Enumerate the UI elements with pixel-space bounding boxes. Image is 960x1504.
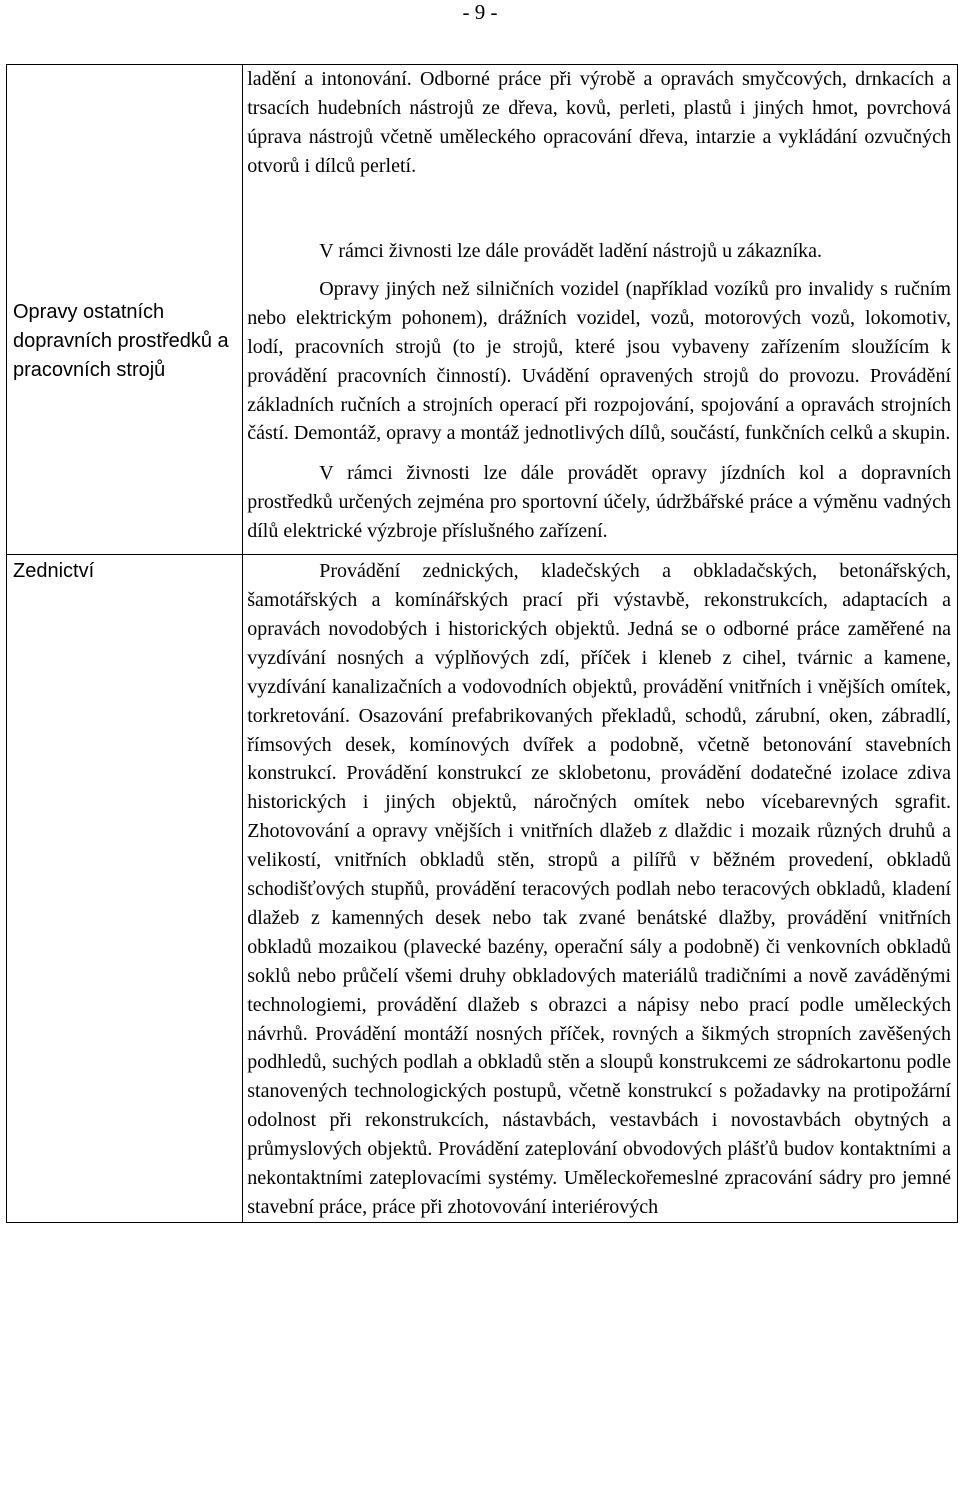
trade-description-cell bbox=[243, 65, 958, 555]
description-paragraph: ladění a intonování. Odborné práce při výrobě a opravách smyčcových, drnkacích a trsacích hudebních nástrojů ze dřeva, kovů, perleti, plastů i jiných hmot, povrchová úprava nástrojů včetně uměleckého opracování dřeva, intarzie a vykládání ozvučných otvorů i dílců perletí. bbox=[247, 68, 951, 177]
trade-name-cell bbox=[7, 555, 243, 1223]
trade-name-cell bbox=[7, 65, 243, 555]
description-paragraph: Provádění zednických, kladečských a obkladačských, betonářských, šamotářských a komínářských prací při výstavbě, rekonstrukcích, adaptacích a opravách novodobých i historických objektů. Jedná se o odborné práce zaměřené na vyzdívání nosných a výplňových zdí, příček i kleneb z cihel, tvárnic a kamene, vyzdívání kanalizačních a vodovodních objektů, provádění vnitřních i vnějších omítek, torkretování. Osazování prefabrikovaných překladů, schodů, zárubní, oken, zábradlí, římsových desek, komínových dvířek a podobně, včetně betonování stavebních konstrukcí. Provádění konstrukcí ze sklobetonu, provádění dodatečné izolace zdiva historických i jiných objektů, náročných omítek nebo vícebarevných sgrafit. Zhotovování a opravy vnějších i vnitřních dlažeb z dlaždic i mozaik různých druhů a velikostí, vnitřních obkladů stěn, stropů a pilířů v běžném provedení, obkladů schodišťových stupňů, provádění teracových podlah nebo teracových obkladů, kladení dlažeb z kamenných desek nebo tak zvané benátské dlažby, provádění vnitřních obkladů mozaikou (plavecké bazény, operační sály a podobně) či venkovních obkladů soklů nebo průčelí všemi druhy obkladových materiálů tradičními a nově zaváděnými technologiemi, provádění dlažeb s obrazci a nápisy nebo prací podle uměleckých návrhů. Provádění montáží nosných příček, rovných a šikmých stropních zavěšených podhledů, suchých podlah a obkladů stěn a sloupů konstrukcemi ze sádrokartonu podle stanovených technologických postupů, včetně konstrukcí s požadavky na protipožární odolnost při rekonstrukcích, nástavbách, vestavbách i novostavbách obytných a průmyslových objektů. Provádění zateplování obvodových plášťů budov kontaktními a nekontaktními zateplovacími systémy. Uměleckořemeslné zpracování sádry pro jemné stavební práce, práce při zhotovování interiérových bbox=[247, 560, 951, 1218]
description-paragraph: V rámci živnosti lze dále provádět opravy jízdních kol a dopravních prostředků určených zejména pro sportovní účely, údržbářské práce a výměnu vadných dílů elektrické výzbroje příslušného zařízení. bbox=[247, 462, 951, 543]
table-row bbox=[7, 65, 958, 555]
page-number: - 9 - bbox=[462, 0, 498, 24]
table-row bbox=[7, 555, 958, 1223]
description-paragraph: V rámci živnosti lze dále provádět ladění nástrojů u zákazníka. bbox=[319, 240, 823, 262]
trade-description-cell bbox=[243, 555, 958, 1223]
description-paragraph: Opravy jiných než silničních vozidel (například vozíků pro invalidy s ručním nebo elektrickým pohonem), drážních vozidel, vozů, motorových vozů, lokomotiv, lodí, pracovních strojů (to je strojů, které jsou vybaveny zařízením sloužícím k provádění pracovních činností). Uvádění opravených strojů do provozu. Provádění základních ručních a strojních operací při rozpojování, spojování a opravách strojních částí. Demontáž, opravy a montáž jednotlivých dílů, součástí, funkčních celků a skupin. bbox=[247, 277, 951, 445]
trade-description-table bbox=[6, 64, 958, 1223]
trade-name: Zednictví bbox=[13, 560, 95, 583]
trade-name: Opravy ostatních dopravních prostředků a pracovních strojů bbox=[13, 301, 229, 381]
